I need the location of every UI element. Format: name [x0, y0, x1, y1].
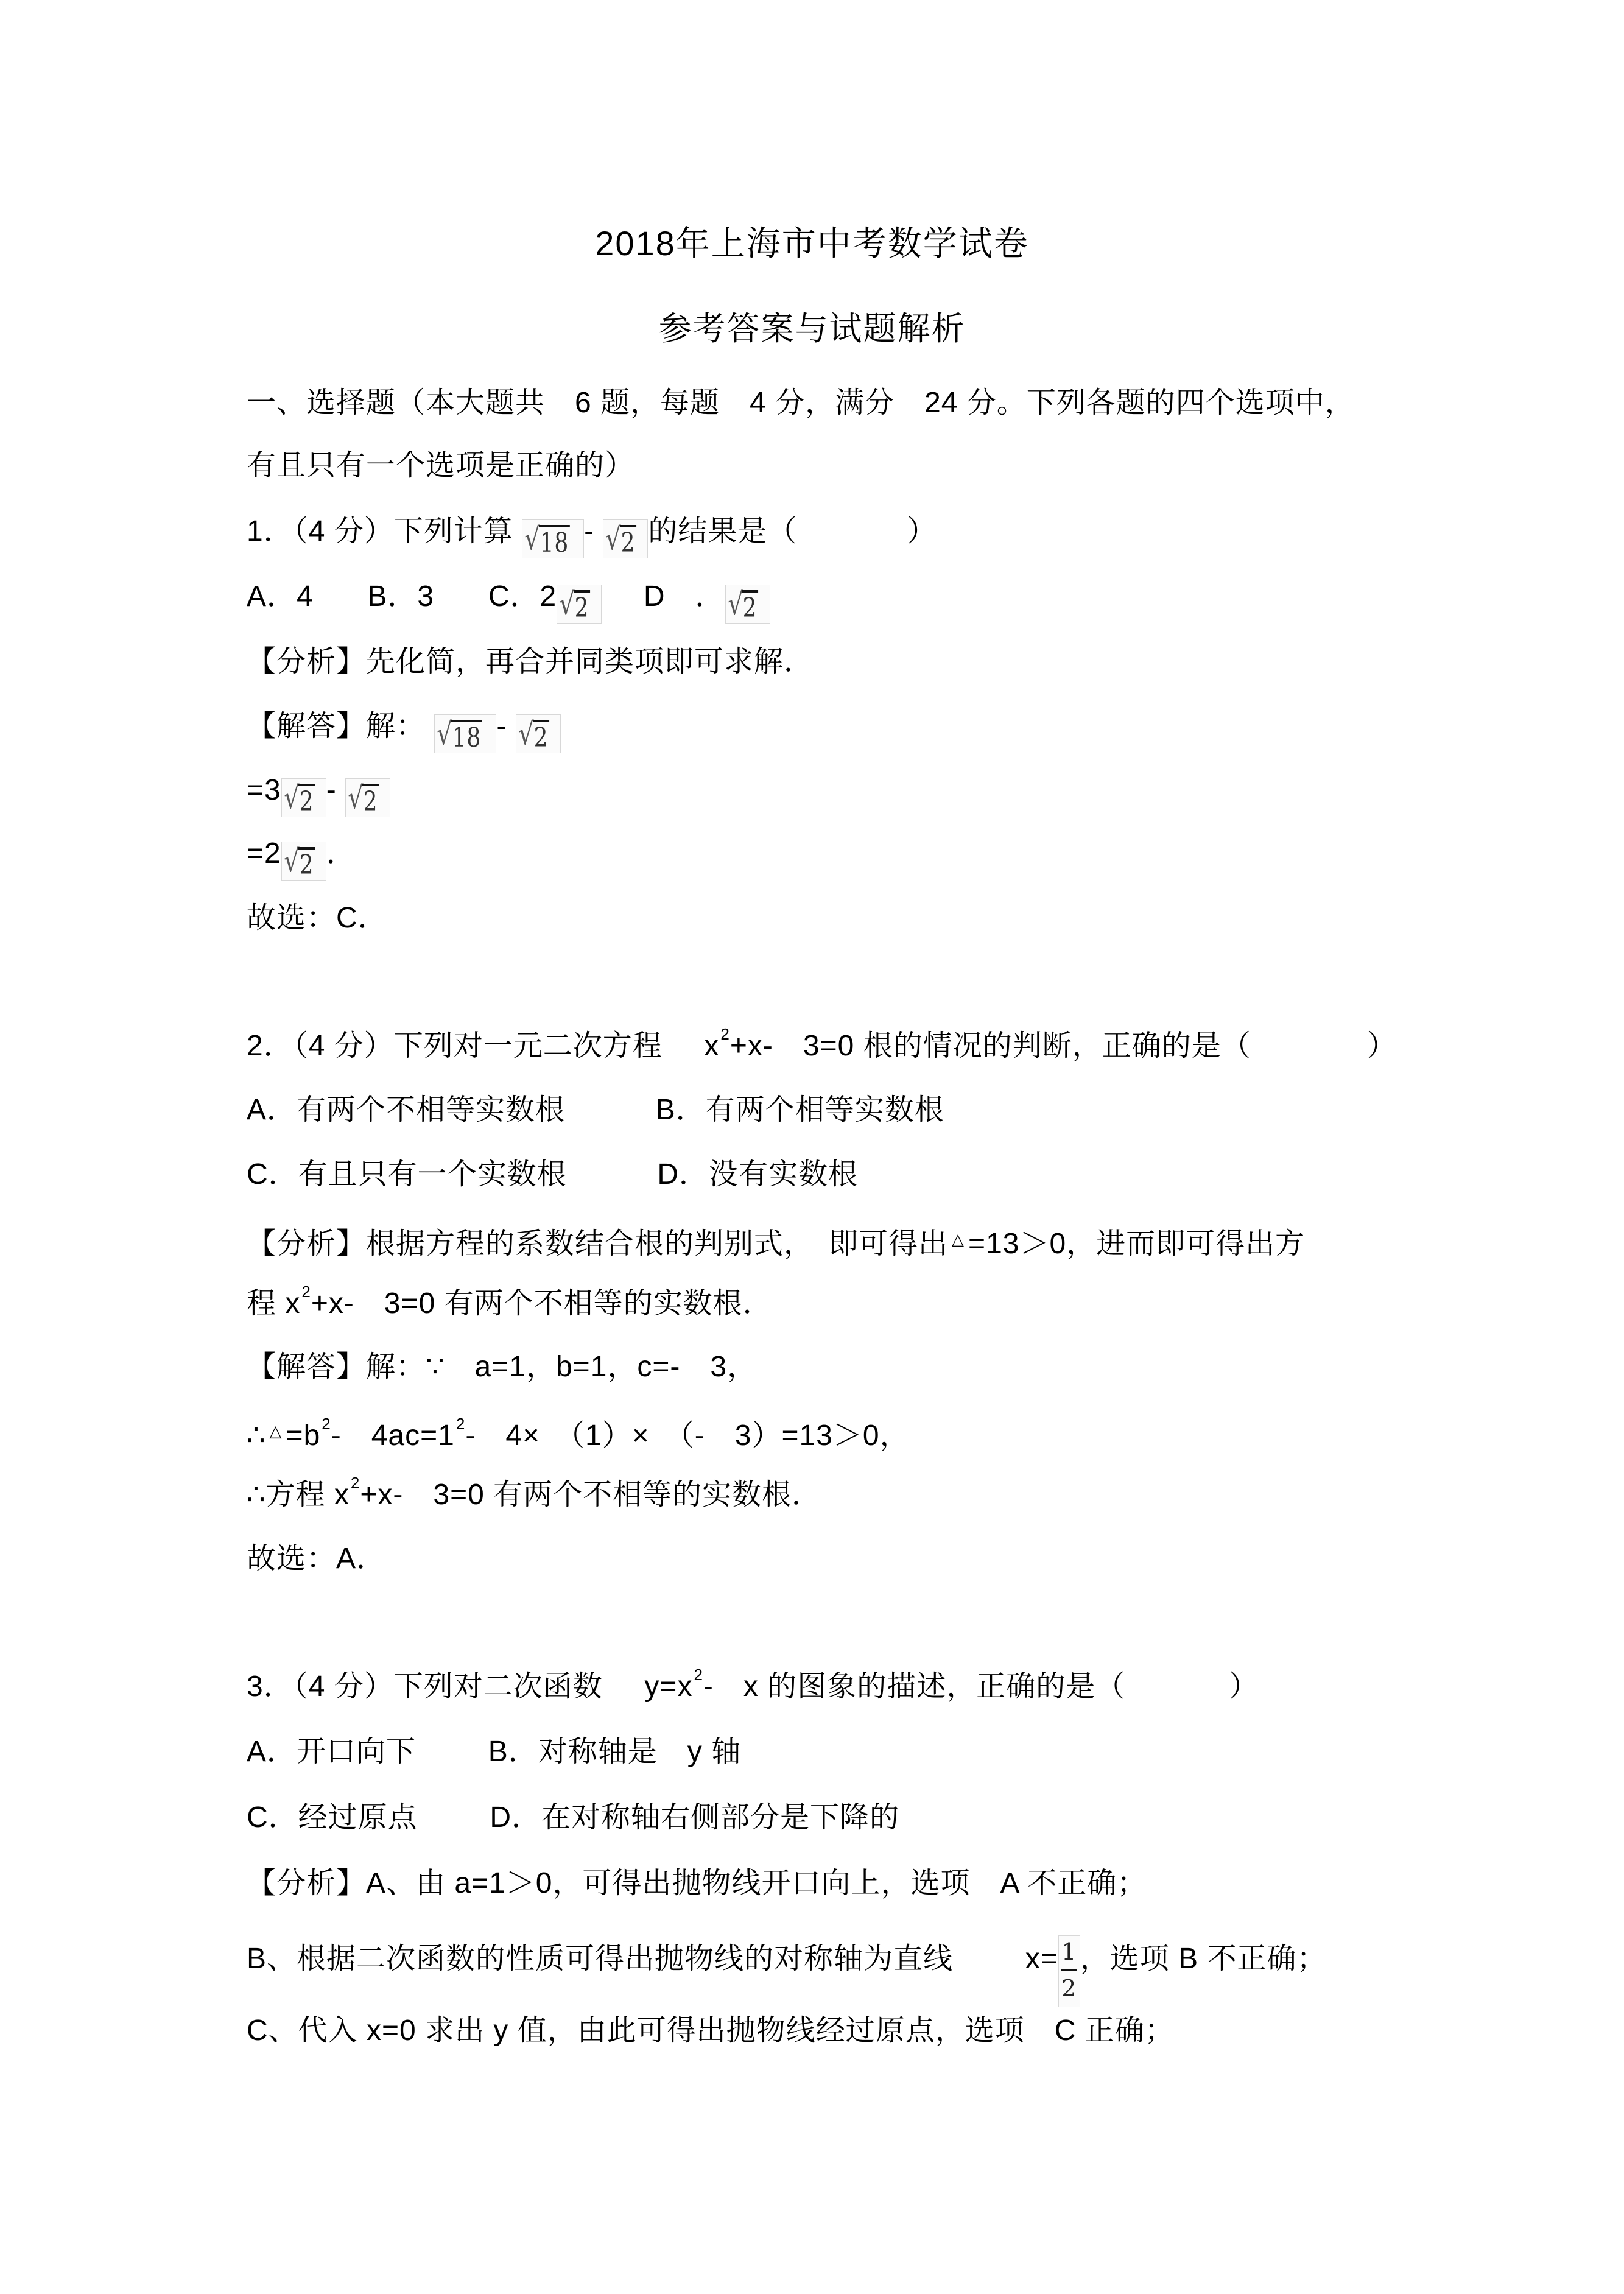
question-3-analysis-c: C、代入 x=0 求出 y 值，由此可得出抛物线经过原点，选项 C 正确； [247, 2014, 1175, 2047]
radical-sign-icon: √ [518, 716, 535, 751]
question-1-stem: 1．（4 分）下列计算 √18 - √2 的结果是（ ） [247, 515, 937, 558]
delta-icon: △ [952, 1230, 965, 1248]
solution-label: 【解答】 [247, 1351, 367, 1383]
option-b: B．对称轴是 y 轴 [488, 1736, 742, 1768]
question-1-analysis: 【分析】先化简，再合并同类项即可求解． [247, 646, 814, 678]
question-2-solution-line-3: ∴方程 $x^2+x-$ 3=0 有两个不相等的实数根． [247, 1474, 822, 1511]
section-heading-line1: 一、选择题（本大题共 6 题，每题 4 分，满分 24 分。下列各题的四个选项中， [247, 387, 1355, 419]
sqrt-2-expression: √2 [281, 778, 326, 817]
option-c: C．2√2 [488, 580, 611, 613]
radical-sign-icon: √ [524, 521, 541, 557]
question-3-stem: 3．（4 分）下列对二次函数 $y=x^2-$ x 的图象的描述，正确的是（ ） [247, 1666, 1259, 1703]
section-heading-line2: 有且只有一个选项是正确的） [247, 449, 635, 482]
question-2-answer: 故选：A． [247, 1543, 387, 1575]
question-1-solution: 【解答】解： √18 - √2 [247, 708, 561, 753]
option-c: C．经过原点 [247, 1801, 418, 1834]
option-a: A．有两个不相等实数根 [247, 1094, 566, 1126]
option-a: A．开口向下 [247, 1736, 417, 1768]
option-d: D．没有实数根 [657, 1158, 859, 1191]
sqrt-2-expression: √2 [516, 714, 561, 753]
option-c: C．有且只有一个实数根 [247, 1158, 567, 1191]
answer-blank-close: ） [1366, 1030, 1397, 1062]
function-expression: $y=x^2-$ x [644, 1666, 759, 1703]
question-3-options-row-2 [247, 1800, 899, 1836]
delta-icon: △ [269, 1422, 283, 1440]
question-1-answer: 故选：C． [247, 902, 388, 934]
question-2-analysis-line-2: 程 $x^2+x-$ 3=0 有两个不相等的实数根． [247, 1282, 773, 1320]
sqrt-18-expression: √18 [522, 519, 584, 558]
question-3-analysis-b: B、根据二次函数的性质可得出抛物线的对称轴为直线 x= $\frac{1}{2}$ ，选项 B 不正确； [247, 1935, 1326, 2007]
answer-blank-close: ） [1229, 1670, 1259, 1703]
option-d: D．在对称轴右侧部分是下降的 [490, 1801, 900, 1834]
question-1-step-2: =2√2 ． [247, 837, 356, 881]
question-3-analysis-a: 【分析】A、由 a=1＞0，可得出抛物线开口向上，选项 A 不正确； [247, 1867, 1147, 1899]
solution-label: 【解答】 [247, 710, 367, 742]
question-1-stem-prefix: 1．（4 分）下列计算 [247, 515, 513, 547]
sqrt-2-expression: √2 [281, 842, 326, 881]
radical-sign-icon: √ [727, 586, 744, 622]
radical-sign-icon: √ [284, 843, 300, 879]
question-2-stem: 2．（4 分）下列对一元二次方程 $x^2+x-$ 3=0 根的情况的判断，正确的是（ ） [247, 1025, 1397, 1062]
question-1-options [247, 579, 770, 624]
question-2-solution-line-2: ∴ $^\triangle =b^2-$ $4ac=1^2-$ 4× （1）× （- 3）=13＞0， [247, 1415, 910, 1452]
question-2-solution-line-1: 【解答】解：∵ a=1，b=1，c=- 3， [247, 1351, 758, 1383]
question-2-options-row-2 [247, 1156, 858, 1193]
radical-sign-icon: √ [559, 586, 575, 622]
fraction-one-half: $\frac{1}{2}$ [1058, 1935, 1080, 2007]
radical-sign-icon: √ [348, 780, 364, 815]
question-2-options-row-1 [247, 1092, 944, 1128]
analysis-label: 【分析】 [247, 1867, 367, 1899]
answer-blank-close: ） [907, 515, 937, 547]
sqrt-2-expression: √2 [603, 519, 648, 558]
option-a: A．4 [247, 580, 314, 613]
question-3-options-row-1 [247, 1734, 741, 1770]
document-title: 2018年上海市中考数学试卷 [595, 224, 1029, 262]
radical-sign-icon: √ [284, 780, 300, 815]
analysis-label: 【分析】 [247, 1228, 367, 1260]
radical-sign-icon: √ [605, 521, 622, 557]
equation: $x^2+x-$ 3=0 [704, 1025, 855, 1062]
document-subtitle: 参考答案与试题解析 [658, 311, 966, 347]
question-1-stem-suffix: 的结果是（ [648, 515, 798, 547]
sqrt-2-expression: √2 [557, 585, 602, 624]
option-d: D ．√2 [644, 580, 770, 613]
sqrt-2-expression: √2 [345, 778, 390, 817]
analysis-label: 【分析】 [247, 646, 367, 678]
radical-sign-icon: √ [437, 716, 453, 751]
option-b: B．有两个相等实数根 [655, 1094, 944, 1126]
sqrt-18-expression: √18 [434, 714, 496, 753]
sqrt-2-expression: √2 [725, 585, 770, 624]
question-1-step-1: =3√2 - √2 [247, 772, 390, 817]
option-b: B．3 [367, 580, 435, 613]
question-2-analysis-line-1: 【分析】根据方程的系数结合根的判别式， 即可得出 △ =13＞0，进而即可得出方 [247, 1228, 1306, 1260]
